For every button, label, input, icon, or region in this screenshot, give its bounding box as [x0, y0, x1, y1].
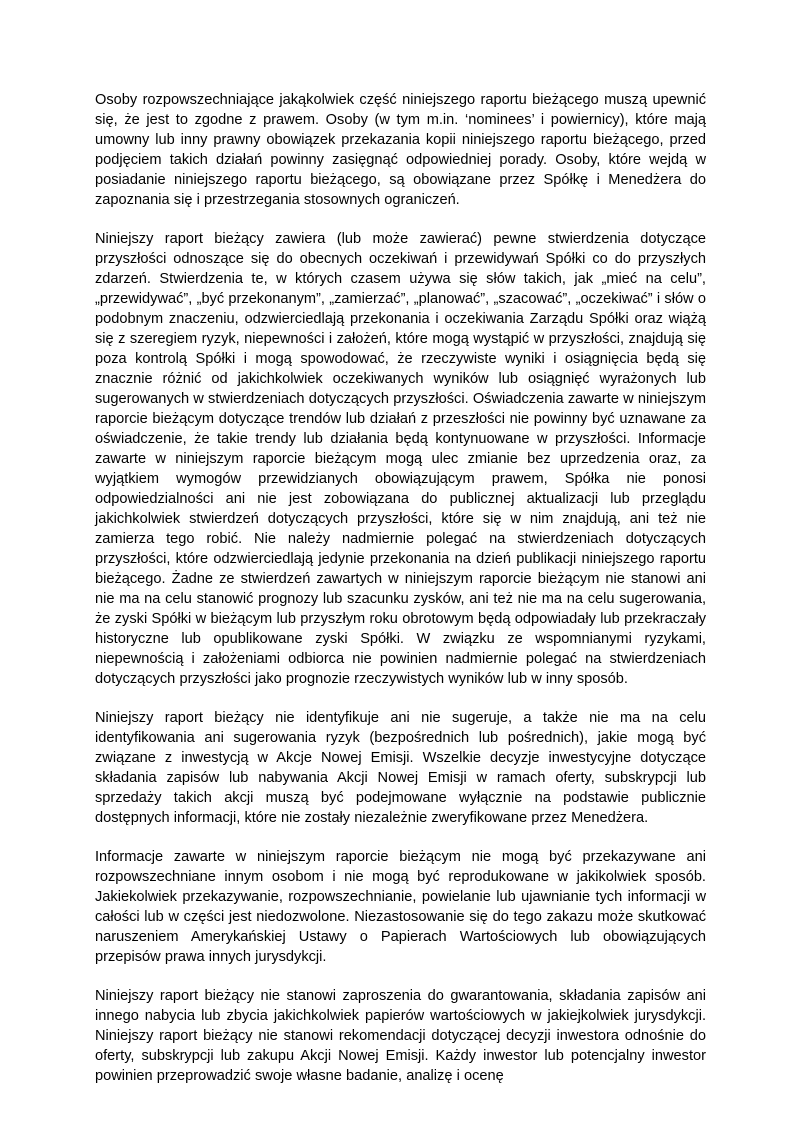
document-text-body	[95, 90, 706, 1086]
paragraph-no-distribution: Informacje zawarte w niniejszym raporcie bieżącym nie mogą być przekazywane ani rozpowszechniane innym osobom i nie mogą być reprodukowane w jakikolwiek sposób. Jakiekolwiek przekazywanie, rozpowszechnianie, powielanie lub ujawnianie tych informacji w całości lub w części jest niedozwolone. Niezastosowanie się do tego zakazu może skutkować naruszeniem Amerykańskiej Ustawy o Papierach Wartościowych lub obowiązujących przepisów prawa innych jurysdykcji.	[95, 849, 706, 965]
paragraph-dissemination-restrictions: Osoby rozpowszechniające jakąkolwiek część niniejszego raportu bieżącego muszą upewnić się, że jest to zgodne z prawem. Osoby (w tym m.in. ‘nominees’ i powiernicy), które mają umowny lub inny prawny obowiązek przekazania kopii niniejszego raportu bieżącego, przed podjęciem takich działań powinny zasięgnąć odpowiedniej porady. Osoby, które wejdą w posiadanie niniejszego raportu bieżącego, są obowiązane przez Spółkę i Menedżera do zapoznania się i przestrzegania stosownych ograniczeń.	[95, 92, 706, 208]
paragraph-no-risk-identification: Niniejszy raport bieżący nie identyfikuje ani nie sugeruje, a także nie ma na celu identyfikowania ani sugerowania ryzyk (bezpośrednich lub pośrednich), jakie mogą być związane z inwestycją w Akcje Nowej Emisji. Wszelkie decyzje inwestycyjne dotyczące składania zapisów lub nabywania Akcji Nowej Emisji w ramach oferty, subskrypcji lub sprzedaży takich akcji muszą być podejmowane wyłącznie na podstawie publicznie dostępnych informacji, które nie zostały niezależnie zweryfikowane przez Menedżera.	[95, 710, 706, 826]
paragraph-no-offer-no-recommendation: Niniejszy raport bieżący nie stanowi zaproszenia do gwarantowania, składania zapisów ani innego nabycia lub zbycia jakichkolwiek papierów wartościowych w jakiejkolwiek jurysdykcji. Niniejszy raport bieżący nie stanowi rekomendacji dotyczącej decyzji inwestora odnośnie do oferty, subskrypcji lub zakupu Akcji Nowej Emisji. Każdy inwestor lub potencjalny inwestor powinien przeprowadzić swoje własne badanie, analizę i ocenę	[95, 988, 706, 1084]
paragraph-forward-looking-statements: Niniejszy raport bieżący zawiera (lub może zawierać) pewne stwierdzenia dotyczące przyszłości odnoszące się do obecnych oczekiwań i przewidywań Spółki co do przyszłych zdarzeń. Stwierdzenia te, w których czasem używa się słów takich, jak „mieć na celu”, „przewidywać”, „być przekonanym”, „zamierzać”, „planować”, „szacować”, „oczekiwać” i słów o podobnym znaczeniu, odzwierciedlają przekonania i oczekiwania Zarządu Spółki oraz wiążą się z szeregiem ryzyk, niepewności i założeń, które mogą wystąpić w przyszłości, znajdują się poza kontrolą Spółki i mogą spowodować, że rzeczywiste wyniki i osiągnięcia będą się znacznie różnić od jakichkolwiek oczekiwanych wyników lub osiągnięć wyrażonych lub sugerowanych w stwierdzeniach dotyczących przyszłości. Oświadczenia zawarte w niniejszym raporcie bieżącym dotyczące trendów lub działań z przeszłości nie powinny być uznawane za oświadczenie, że takie trendy lub działania będą kontynuowane w przyszłości. Informacje zawarte w niniejszym raporcie bieżącym mogą ulec zmianie bez uprzedzenia oraz, za wyjątkiem wymogów przewidzianych obowiązującym prawem, Spółka nie ponosi odpowiedzialności ani nie jest zobowiązana do publicznej aktualizacji lub przeglądu jakichkolwiek stwierdzeń dotyczących przyszłości, które się w nim znajdują, ani też nie zamierza tego robić. Nie należy nadmiernie polegać na stwierdzeniach dotyczących przyszłości, które odzwierciedlają jedynie przekonania na dzień publikacji niniejszego raportu bieżącego. Żadne ze stwierdzeń zawartych w niniejszym raporcie bieżącym nie stanowi ani nie ma na celu stanowić prognozy lub szacunku zysków, ani też nie ma na celu sugerowania, że zyski Spółki w bieżącym lub przyszłym roku obrotowym będą odpowiadały lub przekraczały historyczne lub opublikowane zyski Spółki. W związku ze wspomnianymi ryzykami, niepewnością i założeniami odbiorca nie powinien nadmiernie polegać na stwierdzeniach dotyczących przyszłości jako prognozie rzeczywistych wyników lub w inny sposób.	[95, 231, 706, 687]
